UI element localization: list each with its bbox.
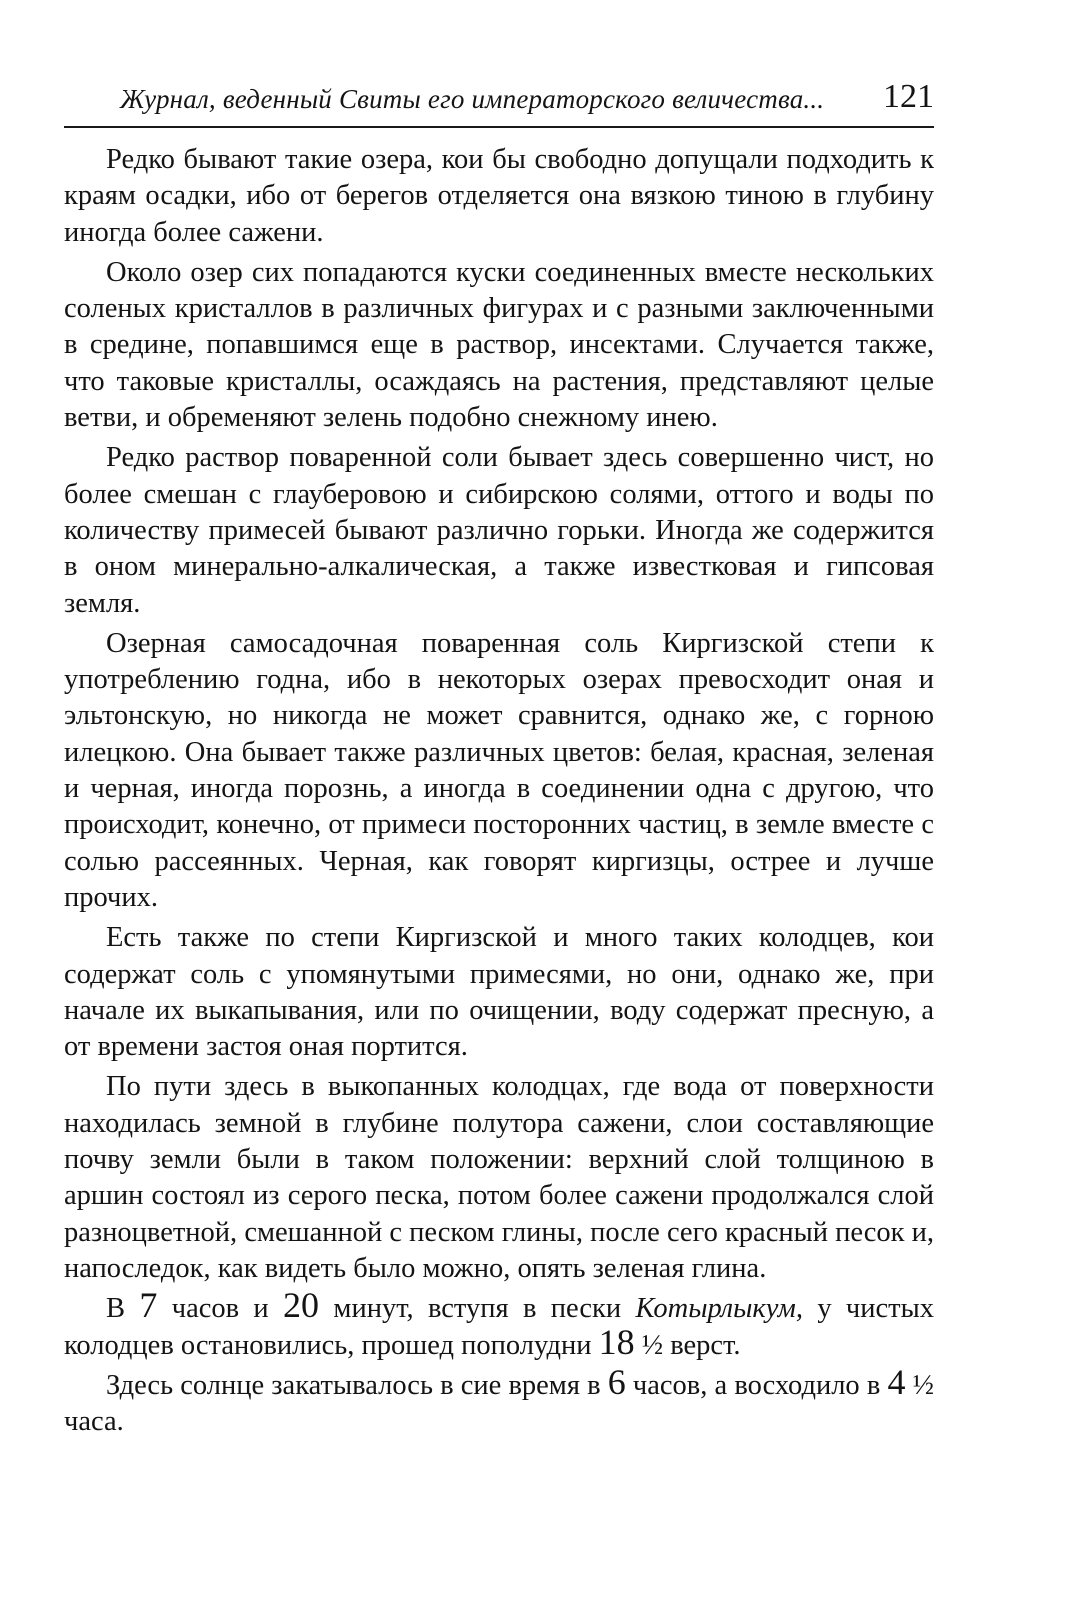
paragraph-1: Редко бывают такие озера, кои бы свободно допущали подходить к краям осадки, ибо от берегов отделяется она вязкою тиною в глубину иногда более сажени. [64, 144, 934, 248]
p8-text-b: часов, а восходило в [632, 1369, 881, 1401]
p7-text-b: минут, вступя в пески [333, 1293, 622, 1325]
paragraph-6: По пути здесь в выкопанных колодцах, где вода от поверхности находилась земной в глубине полутора сажени, слои составляющие почву земли были в таком положении: верхний слой толщиною в аршин состоял из серого песка, потом более сажени продолжался слой разноцветной, смешанной с песком глины, после сего красный песок и, напоследок, как видеть было можно, опять зеленая глина. [64, 1071, 934, 1284]
sunrise-hour: 4 [887, 1361, 906, 1402]
paragraph-2: Около озер сих попадаются куски соединенных вместе нескольких соленых кристаллов в различных фигурах и с разными заключенными в средине, попавшимся еще в раствор, инсектами. Случается также, что таковые кристаллы, осаждаясь на растения, представляют целые ветви, и обременяют зелень подобно снежному инею. [64, 256, 934, 434]
time-hours: 7 [139, 1285, 158, 1326]
distance-value: 18 [598, 1321, 635, 1362]
paragraph-5: Есть также по степи Киргизской и много таких колодцев, кои содержат соль с упомянутыми примесями, но они, однако же, при начале их выкапывания, или по очищении, воду содержат пресную, а от времени застоя оная портится. [64, 922, 934, 1063]
place-name: Котырлыкум, [635, 1293, 803, 1325]
body-text [64, 142, 934, 1444]
p8-text-a: Здесь солнце закатывалось в сие время в [106, 1369, 601, 1401]
paragraph-4: Озерная самосадочная поваренная соль Киргизской степи к употреблению годна, ибо в некоторых озерах превосходит оная и эльтонскую, но никогда не может сравнится, однако же, с горною илецкою. Она бывает также различных цветов: белая, красная, зеленая и черная, иногда порознь, а иногда в соединении одна с другою, что происходит, конечно, от примеси посторонних частиц, в земле вместе с солью рассеянных. Черная, как говорят киргизцы, острее и лучше прочих. [64, 627, 934, 913]
distance-fraction: ½ [641, 1329, 664, 1361]
p7-text-d: верст. [670, 1329, 741, 1361]
p7-text-c: у чистых колодцев остановились, прошед пополудни [64, 1293, 935, 1361]
paragraph-8 [64, 1361, 935, 1441]
p7-text-a: часов и [171, 1293, 269, 1325]
paragraph-7: В 7 часов и 20 минут, вступя в пески Котырлыкум, у чистых колодцев остановились, прошед пополудни 18 ½ верст. [64, 1285, 935, 1362]
running-title: Журнал, веденный Свиты его императорского величества... [120, 84, 825, 114]
sunrise-fraction: ½ [912, 1369, 935, 1401]
p8-text-c: часа. [64, 1406, 124, 1438]
sunset-hour: 6 [607, 1361, 626, 1402]
page-number: 121 [883, 78, 934, 115]
paragraph-3: Редко раствор поваренной соли бывает здесь совершенно чист, но более смешан с глауберовою и сибирскою солями, оттого и воды по количеству примесей бывают различно горьки. Иногда же содержится в оном минерально-алкалическая, а также известковая и гипсовая земля. [64, 442, 934, 619]
running-head [64, 76, 934, 128]
time-minutes: 20 [283, 1285, 320, 1326]
